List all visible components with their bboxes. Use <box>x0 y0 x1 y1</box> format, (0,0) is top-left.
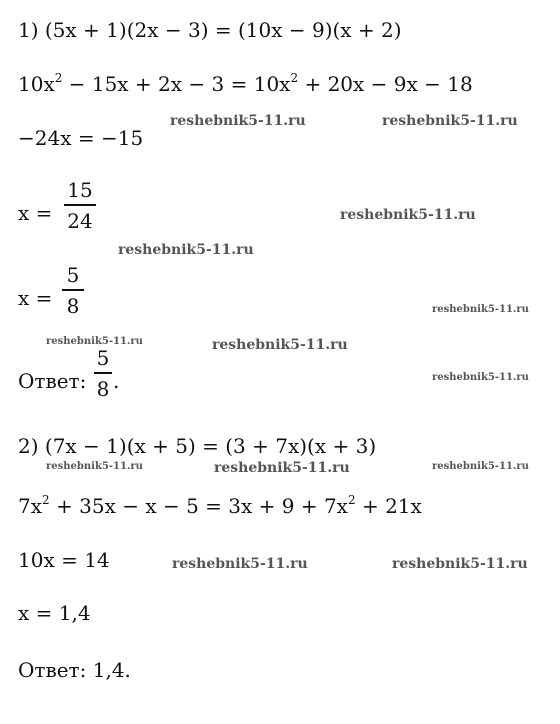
part1-fraction-5-8 <box>62 265 84 316</box>
part2-expanded-a: 7x <box>18 494 43 518</box>
part1-answer-dot: . <box>113 369 120 393</box>
part2-equation: 2) (7x − 1)(x + 5) = (3 + 7x)(x + 3) <box>18 434 377 458</box>
fraction-bar <box>94 372 112 374</box>
fraction-denominator: 24 <box>67 208 93 233</box>
part2-exponent-b: 2 <box>347 493 356 507</box>
watermark: reshebnik5-11.ru <box>432 461 529 472</box>
part1-answer-label: Ответ: <box>18 369 87 393</box>
watermark: reshebnik5-11.ru <box>432 372 529 383</box>
part2-simplified: 10x = 14 <box>18 548 110 572</box>
part1-expanded <box>18 72 473 94</box>
part2-exponent-a: 2 <box>42 493 50 507</box>
watermark: reshebnik5-11.ru <box>340 207 476 223</box>
fraction-numerator: 5 <box>66 263 80 287</box>
fraction-bar <box>62 289 84 291</box>
watermark: reshebnik5-11.ru <box>118 242 254 258</box>
watermark: reshebnik5-11.ru <box>212 337 348 353</box>
watermark: reshebnik5-11.ru <box>392 556 528 572</box>
watermark: reshebnik5-11.ru <box>214 460 350 476</box>
part1-simplified: −24x = −15 <box>18 126 144 150</box>
part2-expanded-c: + 21x <box>355 494 422 518</box>
part1-expanded-right: + 20x − 9x − 18 <box>298 72 473 96</box>
fraction-bar <box>64 204 96 206</box>
fraction-numerator: 5 <box>96 346 110 370</box>
part1-exponent-left: 2 <box>54 71 63 85</box>
watermark: reshebnik5-11.ru <box>432 304 529 315</box>
fraction-numerator: 15 <box>67 178 93 202</box>
watermark: reshebnik5-11.ru <box>170 113 306 129</box>
part1-x-label-2: x = <box>18 286 53 310</box>
part2-result: x = 1,4 <box>18 601 91 625</box>
fraction-denominator: 8 <box>66 293 80 318</box>
watermark: reshebnik5-11.ru <box>46 461 143 472</box>
part1-x-label-1: x = <box>18 201 53 225</box>
part1-fraction-15-24 <box>64 180 96 231</box>
part1-answer-fraction <box>94 348 112 399</box>
watermark: reshebnik5-11.ru <box>382 113 518 129</box>
watermark: reshebnik5-11.ru <box>46 336 143 347</box>
watermark: reshebnik5-11.ru <box>172 556 308 572</box>
part2-expanded <box>18 494 422 516</box>
part2-answer: Ответ: 1,4. <box>18 658 131 682</box>
part1-expanded-mid: − 15x + 2x − 3 = 10x <box>62 72 291 96</box>
part2-expanded-b: + 35x − x − 5 = 3x + 9 + 7x <box>49 494 348 518</box>
fraction-denominator: 8 <box>96 376 110 401</box>
part1-equation: 1) (5x + 1)(2x − 3) = (10x − 9)(x + 2) <box>18 18 402 42</box>
part1-exponent-right: 2 <box>290 71 299 85</box>
part1-expanded-left: 10x <box>18 72 55 96</box>
